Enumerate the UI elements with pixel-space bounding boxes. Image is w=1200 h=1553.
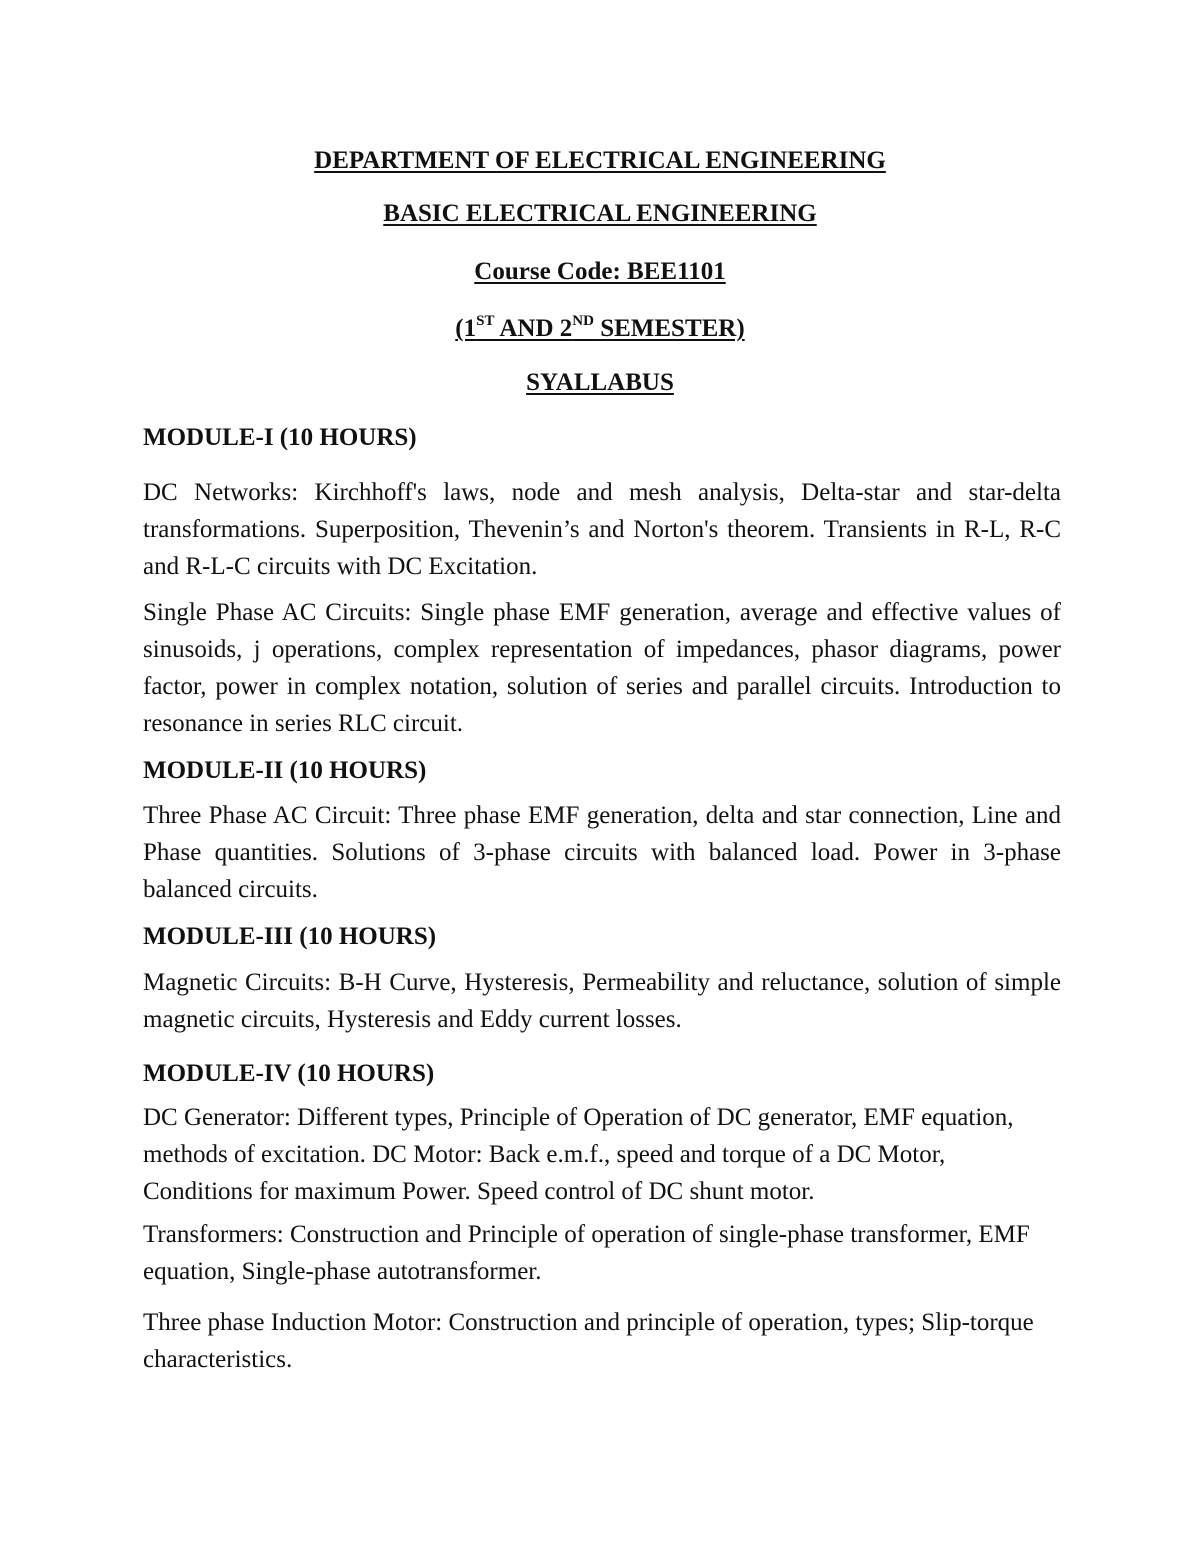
module-2-paragraph-1: Three Phase AC Circuit: Three phase EMF generation, delta and star connection, Line and Phase quantities. Solutions of 3-phase circuits with balanced load. Power in 3-phase balanced circuits. — [143, 802, 1061, 903]
course-code: Course Code: BEE1101 — [474, 258, 726, 285]
module-4-paragraph-1: DC Generator: Different types, Principle of Operation of DC generator, EMF equation, methods of excitation. DC Motor: Back e.m.f., speed and torque of a DC Motor, Conditions for maximum Power. Speed control of DC shunt motor. — [143, 1104, 1014, 1205]
module-3-heading: MODULE-III (10 HOURS) — [143, 923, 437, 950]
module-4-paragraph-3: Three phase Induction Motor: Construction and principle of operation, types; Slip-torque characteristics. — [143, 1309, 1034, 1373]
syllabus-title: SYALLABUS — [526, 369, 674, 396]
department-title: DEPARTMENT OF ELECTRICAL ENGINEERING — [314, 147, 886, 174]
module-1-paragraph-1: DC Networks: Kirchhoff's laws, node and mesh analysis, Delta-star and star-delta transformations. Superposition, Thevenin’s and Norton's theorem. Transients in R-L, R-C and R-L-C circuits with DC Excitation. — [143, 479, 1061, 580]
module-3-paragraph-1: Magnetic Circuits: B-H Curve, Hysteresis, Permeability and reluctance, solution of simple magnetic circuits, Hysteresis and Eddy current losses. — [143, 969, 1061, 1033]
module-4-paragraph-2: Transformers: Construction and Principle of operation of single-phase transformer, EMF equation, Single-phase autotransformer. — [143, 1221, 1030, 1285]
module-1-heading: MODULE-I (10 HOURS) — [143, 424, 417, 451]
semester-line: (1ST AND 2ND SEMESTER) — [455, 312, 745, 342]
course-title: BASIC ELECTRICAL ENGINEERING — [383, 200, 817, 227]
module-2-heading: MODULE-II (10 HOURS) — [143, 757, 427, 784]
module-4-heading: MODULE-IV (10 HOURS) — [143, 1060, 435, 1087]
module-1-paragraph-2: Single Phase AC Circuits: Single phase EMF generation, average and effective values of sinusoids, j operations, complex representation of impedances, phasor diagrams, power factor, power in complex notation, solution of series and parallel circuits. Introduction to resonance in series RLC circuit. — [143, 599, 1061, 737]
